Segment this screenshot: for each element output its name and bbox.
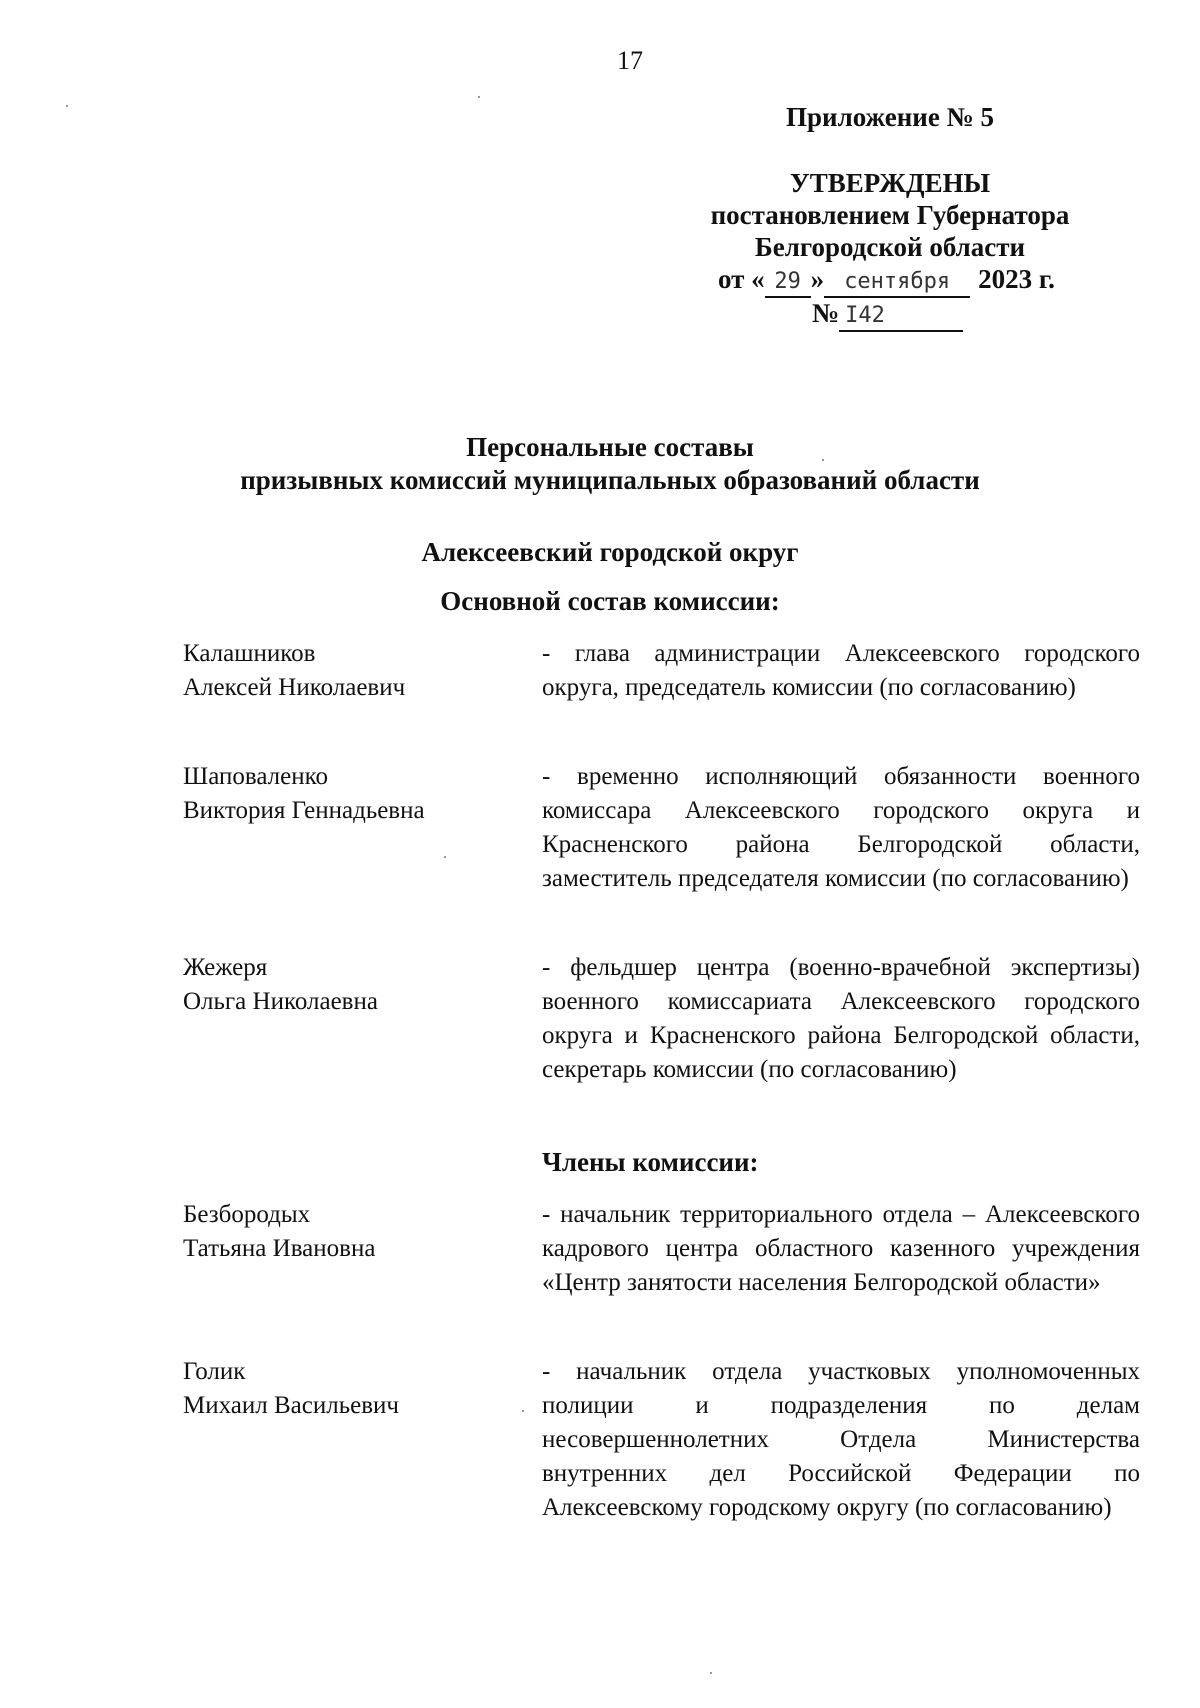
page-number: 17: [617, 46, 643, 75]
member-role: - фельдшер центра (военно-врачебной экспертизы) военного комиссариата Алексеевского городского округа и Красненского района Белгородской области, секретарь комиссии (по согласованию): [542, 954, 1140, 1083]
scan-speck: [822, 459, 824, 461]
member-role: - глава администрации Алексеевского городского округа, председатель комиссии (по согласованию): [542, 640, 1140, 701]
scan-speck: [710, 1672, 712, 1674]
title-line1: Персональные составы: [466, 432, 754, 462]
member-role: - начальник территориального отдела – Алексеевского кадрового центра областного казенного учреждения «Центр занятости населения Белгородской области»: [542, 1201, 1140, 1296]
approval-authority-line1: постановлением Губернатора: [710, 200, 1070, 230]
scan-speck: [66, 105, 68, 107]
member-surname: Шаповаленко: [183, 763, 328, 790]
date-day: 29: [765, 268, 811, 298]
district-heading: Алексеевский городской округ: [421, 537, 799, 567]
main-section-heading: Основной состав комиссии:: [440, 586, 780, 616]
number-value: I42: [839, 302, 963, 332]
scan-speck: [444, 856, 446, 858]
date-open-quote: «: [751, 264, 765, 294]
date-close-quote: »: [810, 264, 825, 294]
member-given-name: Татьяна Ивановна: [183, 1235, 376, 1262]
date-year: 2023 г.: [978, 264, 1055, 294]
member-given-name: Михаил Васильевич: [183, 1392, 399, 1419]
member-role: - начальник отдела участковых уполномоченных полиции и подразделения по делам несовершеннолетних Отдела Министерства внутренних дел Российской Федерации по Алексеевскому городскому округу (по согласованию): [542, 1358, 1140, 1521]
approval-authority-line2: Белгородской области: [754, 232, 1026, 262]
member-surname: Безбородых: [183, 1201, 311, 1228]
approved-label: УТВЕРЖДЕНЫ: [789, 168, 991, 198]
member-surname: Голик: [183, 1358, 246, 1385]
scan-speck: [522, 1410, 524, 1412]
approval-number: [812, 296, 963, 332]
member-given-name: Виктория Геннадьевна: [183, 797, 425, 824]
number-prefix: №: [812, 298, 840, 328]
appendix-label: Приложение № 5: [786, 102, 994, 132]
member-surname: Жежеря: [183, 954, 268, 981]
scan-speck: [478, 96, 480, 98]
member-surname: Калашников: [183, 640, 316, 667]
date-month: сентября: [824, 268, 970, 298]
approval-date: [718, 262, 1055, 298]
member-given-name: Алексей Николаевич: [183, 674, 406, 701]
members-section-heading: Члены комиссии:: [542, 1147, 759, 1177]
title-line2: призывных комиссий муниципальных образований области: [240, 465, 980, 495]
member-role: - временно исполняющий обязанности военного комиссара Алексеевского городского округа и Красненского района Белгородской области, заместитель председателя комиссии (по согласованию): [542, 763, 1140, 892]
date-prefix: от: [718, 264, 745, 294]
member-given-name: Ольга Николаевна: [183, 988, 378, 1015]
